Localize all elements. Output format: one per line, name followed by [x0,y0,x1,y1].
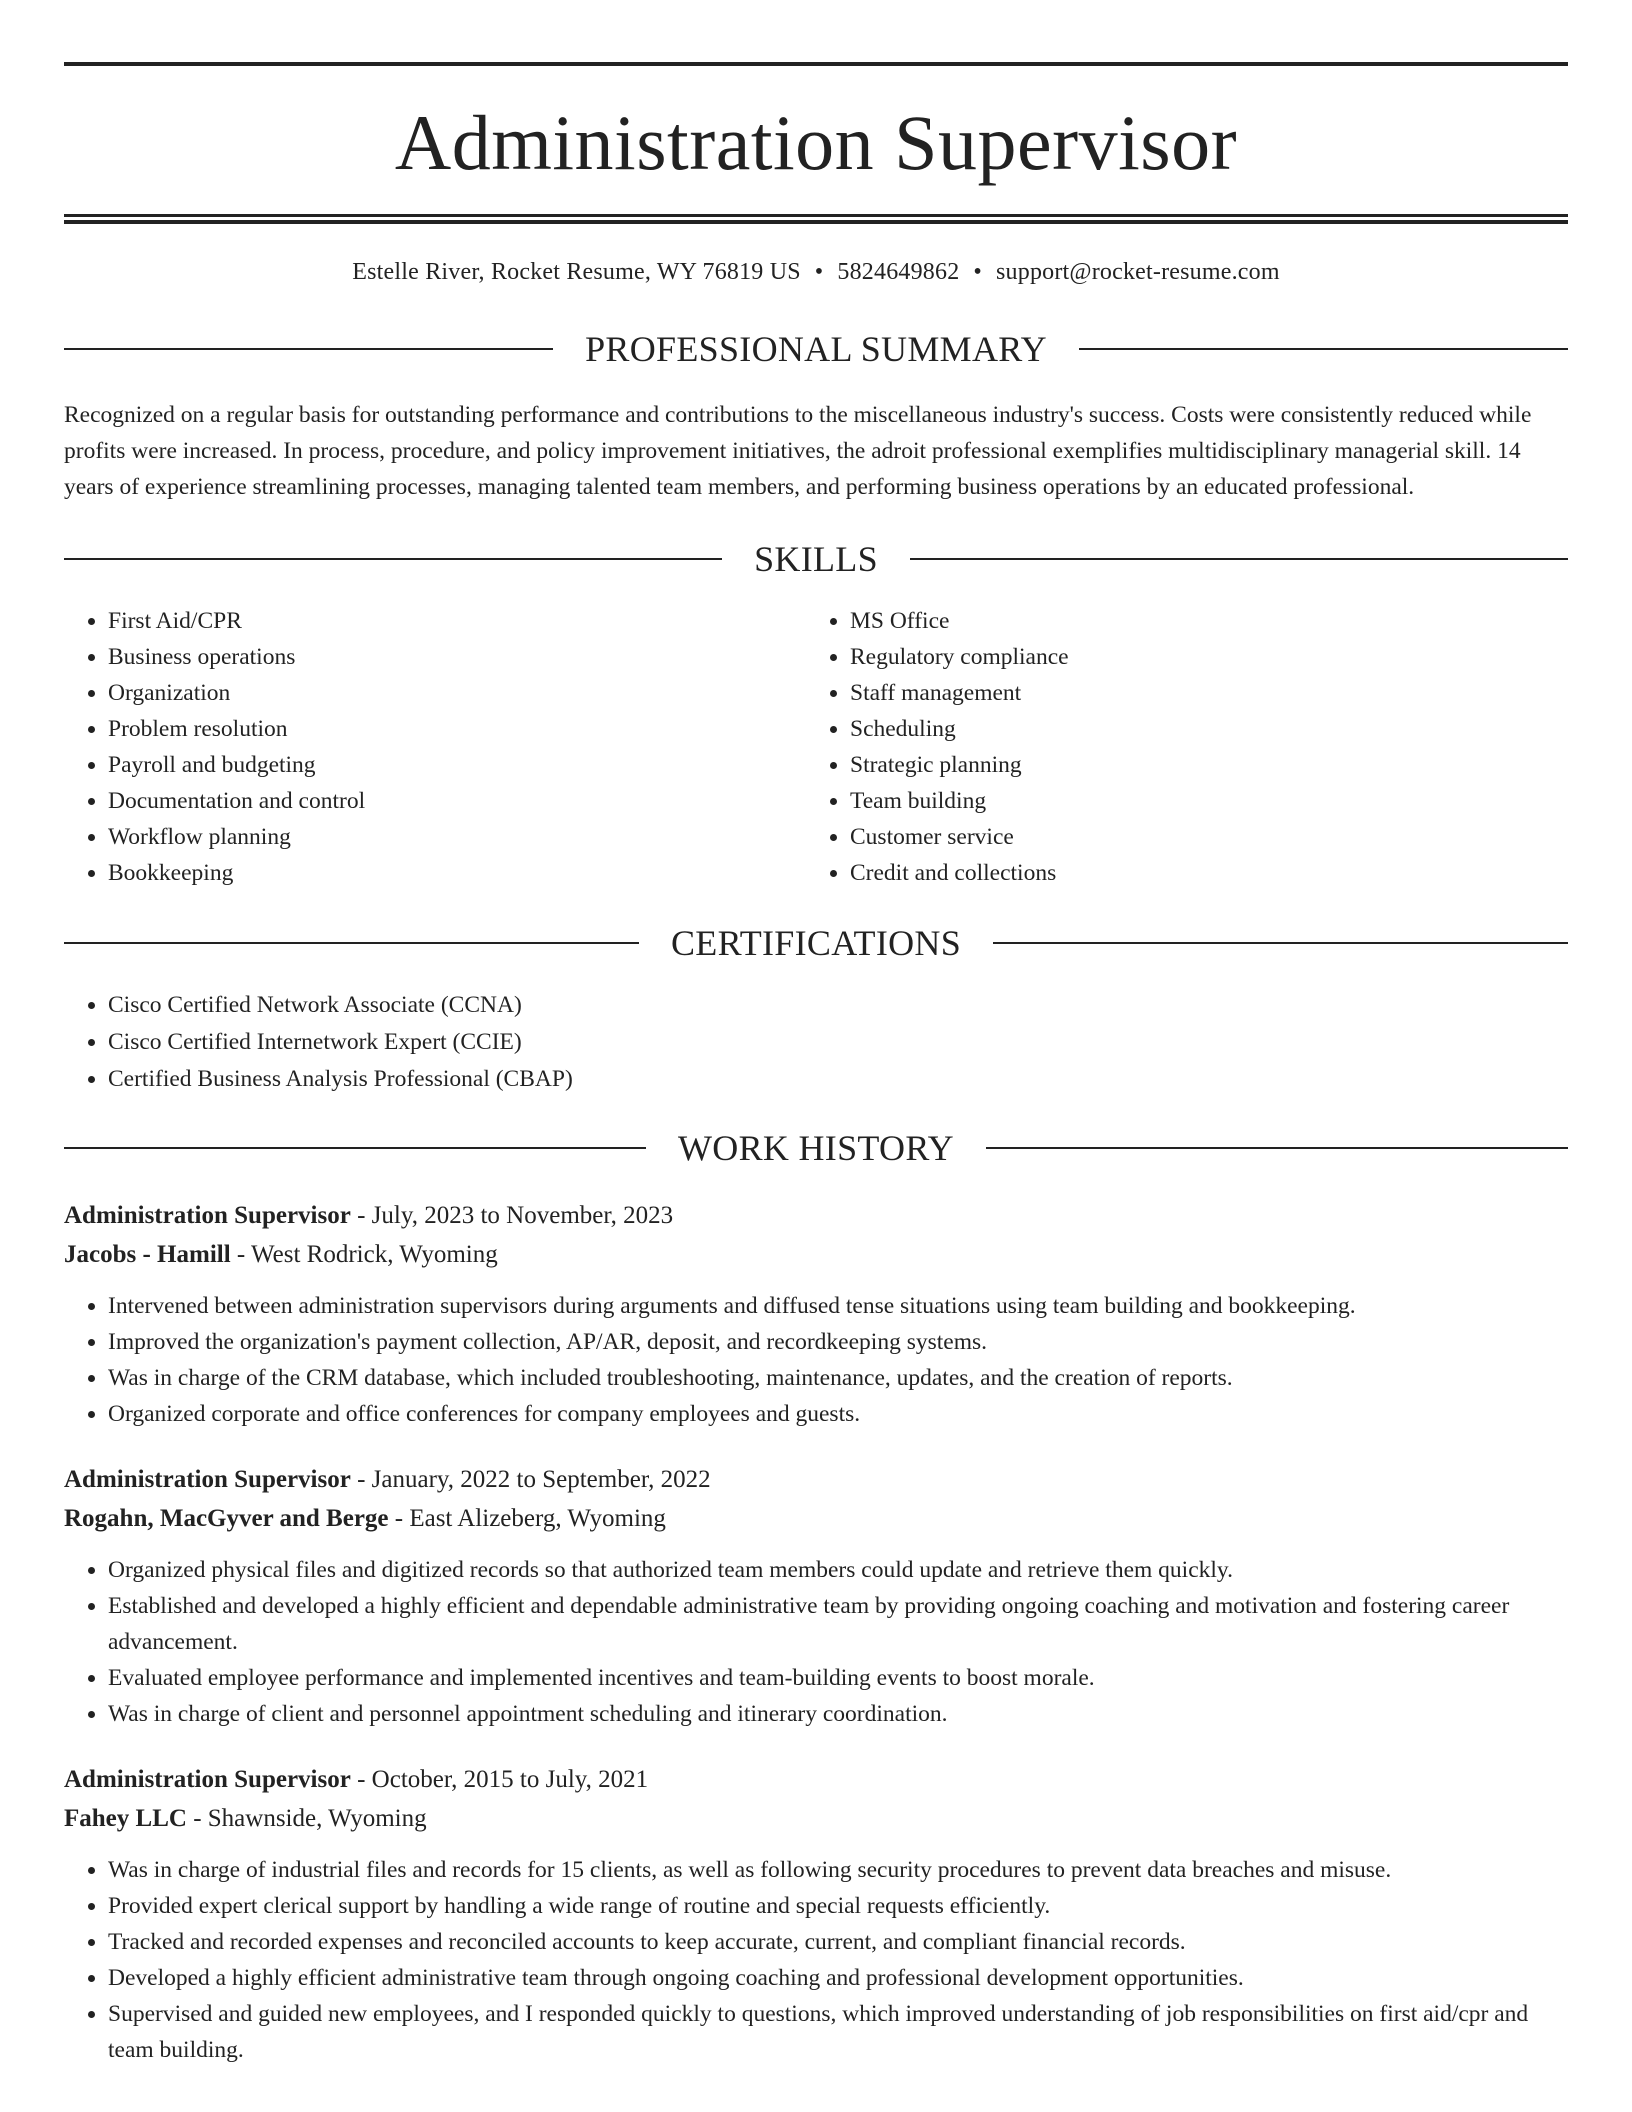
contact-address: Estelle River, Rocket Resume, WY 76819 US [352,259,801,285]
job-company: Fahey LLC [64,1804,187,1832]
job-company-line [64,1799,1568,1838]
job-bullet: • Tracked and recorded expenses and reconciled accounts to keep accurate, current, and compliant financial records. [108,1924,1568,1960]
job-location: - East Alizeberg, Wyoming [388,1504,666,1532]
section-heading-summary [64,328,1568,369]
job-location: - Shawnside, Wyoming [186,1804,427,1832]
job-bullet: • Developed a highly efficient administrative team through ongoing coaching and professional development opportunities. [108,1960,1568,1996]
skill-item: • Scheduling [850,711,1548,747]
title-double-rule [64,214,1568,224]
job-bullets [64,1552,1568,1732]
skill-item: • MS Office [850,603,1548,639]
job-entry [64,1196,1568,1432]
section-heading-skills [64,538,1568,579]
heading-rule-right [910,558,1568,560]
heading-rule-left [64,558,722,560]
contact-email: support@rocket-resume.com [996,259,1280,285]
skill-item: • Customer service [850,819,1548,855]
skill-item: • Workflow planning [108,819,806,855]
skill-item: • Credit and collections [850,855,1548,891]
summary-text: Recognized on a regular basis for outstanding performance and contributions to the miscellaneous industry's success. Costs were consistently reduced while profits were increased. In process, procedure, and policy improvement initiatives, the adroit professional exemplifies multidisciplinary managerial skill. 14 years of experience streamlining processes, managing talented team members, and performing business operations by an educated professional. [64,401,1532,500]
job-company-line [64,1499,1568,1538]
certification-item: • Cisco Certified Internetwork Expert (CCIE) [108,1024,1568,1061]
job-dates: - July, 2023 to November, 2023 [350,1201,674,1229]
section-title: CERTIFICATIONS [670,922,962,963]
job-bullet: • Was in charge of client and personnel appointment scheduling and itinerary coordination. [108,1696,1568,1732]
job-title-line [64,1760,1568,1799]
skill-item: • Strategic planning [850,747,1548,783]
job-bullet: • Organized physical files and digitized records so that authorized team members could update and retrieve them quickly. [108,1552,1568,1588]
section-heading-certifications [64,922,1568,963]
skill-item: • Organization [108,675,806,711]
section-heading-work-history [64,1127,1568,1168]
job-bullet: • Intervened between administration supervisors during arguments and diffused tense situations using team building and bookkeeping. [108,1288,1568,1324]
job-entry [64,1760,1568,2068]
heading-rule-right [986,1147,1568,1149]
page-title: Administration Supervisor [394,99,1238,186]
section-title: WORK HISTORY [678,1127,954,1168]
job-title-line [64,1460,1568,1499]
skills-column-right [806,603,1548,891]
section-title: SKILLS [754,538,878,579]
heading-rule-left [64,1147,646,1149]
job-title: Administration Supervisor [64,1465,351,1493]
job-company: Rogahn, MacGyver and Berge [64,1504,389,1532]
job-bullet: • Was in charge of the CRM database, which included troubleshooting, maintenance, updates, and the creation of reports. [108,1360,1568,1396]
skill-item: • Regulatory compliance [850,639,1548,675]
certifications-list [64,987,1568,1098]
contact-phone: 5824649862 [837,259,960,285]
job-title-line [64,1196,1568,1235]
job-bullet: • Organized corporate and office conferences for company employees and guests. [108,1396,1568,1432]
contact-separator: • [814,259,824,285]
job-dates: - October, 2015 to July, 2021 [350,1765,649,1793]
skill-item: • Staff management [850,675,1548,711]
job-title: Administration Supervisor [64,1201,351,1229]
job-company: Jacobs - Hamill [64,1240,231,1268]
job-title: Administration Supervisor [64,1765,351,1793]
skill-item: • First Aid/CPR [108,603,806,639]
job-dates: - January, 2022 to September, 2022 [350,1465,711,1493]
heading-rule-left [64,942,639,944]
job-location: - West Rodrick, Wyoming [230,1240,498,1268]
heading-rule-right [993,942,1568,944]
job-bullet: • Established and developed a highly efficient and dependable administrative team by providing ongoing coaching and motivation and fostering career advancement. [108,1588,1568,1660]
skill-item: • Business operations [108,639,806,675]
certification-item: • Certified Business Analysis Professional (CBAP) [108,1061,1568,1098]
skill-item: • Bookkeeping [108,855,806,891]
contact-info [64,258,1568,287]
top-rule [64,62,1568,66]
contact-separator: • [973,259,983,285]
skill-item: • Payroll and budgeting [108,747,806,783]
skill-item: • Team building [850,783,1548,819]
section-title: PROFESSIONAL SUMMARY [585,328,1047,369]
job-bullet: • Provided expert clerical support by handling a wide range of routine and special requests efficiently. [108,1888,1568,1924]
heading-rule-left [64,348,553,350]
job-bullet: • Was in charge of industrial files and records for 15 clients, as well as following security procedures to prevent data breaches and misuse. [108,1852,1568,1888]
certification-item: • Cisco Certified Network Associate (CCNA) [108,987,1568,1024]
job-entry [64,1460,1568,1732]
job-bullets [64,1852,1568,2068]
skills-list [64,603,1568,891]
skill-item: • Problem resolution [108,711,806,747]
job-bullet: • Supervised and guided new employees, and I responded quickly to questions, which improved understanding of job responsibilities on first aid/cpr and team building. [108,1996,1568,2068]
job-bullets [64,1288,1568,1432]
skill-item: • Documentation and control [108,783,806,819]
skills-column-left [64,603,806,891]
heading-rule-right [1079,348,1568,350]
job-bullet: • Evaluated employee performance and implemented incentives and team-building events to boost morale. [108,1660,1568,1696]
job-bullet: • Improved the organization's payment collection, AP/AR, deposit, and recordkeeping systems. [108,1324,1568,1360]
job-company-line [64,1235,1568,1274]
